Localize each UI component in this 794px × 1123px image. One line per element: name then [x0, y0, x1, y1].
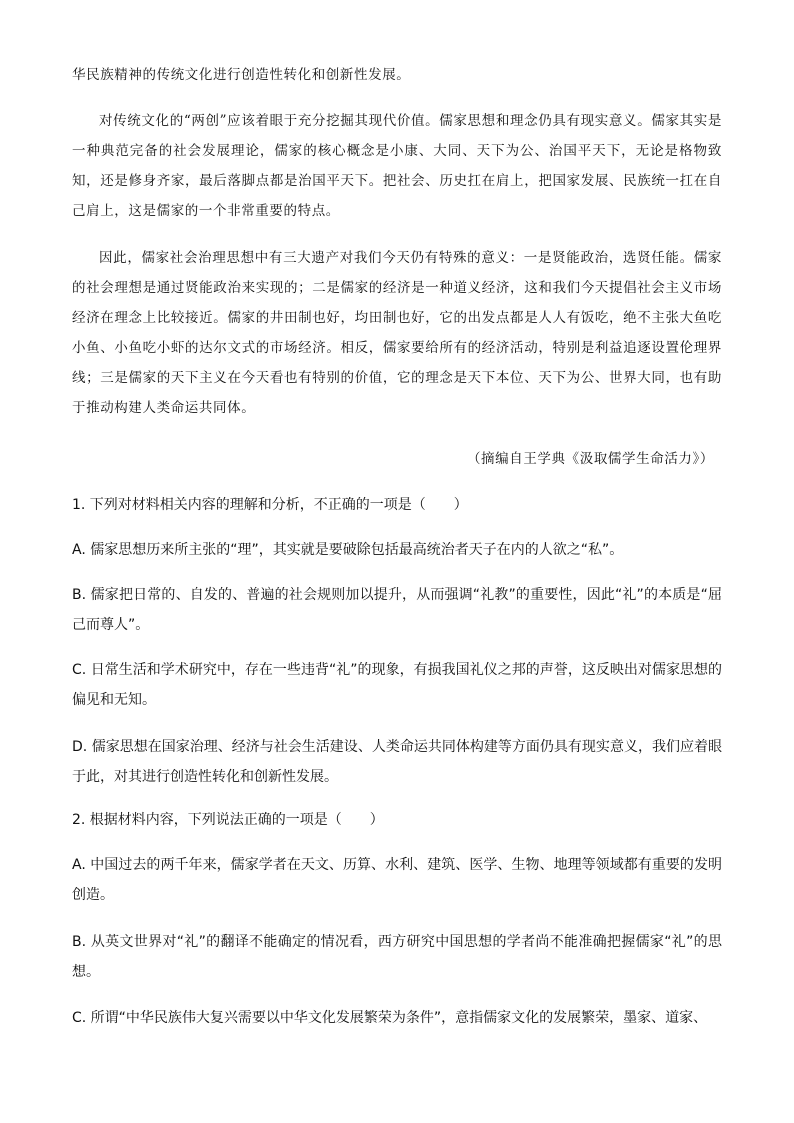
- question-2-stem: 2. 根据材料内容，下列说法正确的一项是（ ）: [72, 812, 384, 828]
- passage-paragraph-1: 华民族精神的传统文化进行创造性转化和创新性发展。: [72, 67, 411, 83]
- question-1-stem: 1. 下列对材料相关内容的理解和分析，不正确的一项是（ ）: [72, 497, 468, 513]
- passage-paragraph-2: 对传统文化的“两创”应该着眼于充分挖掘其现代价值。儒家思想和理念仍具有现实意义。儒家其实是一种典范完备的社会发展理论，儒家的核心概念是小康、大同、天下为公、治国平天下，无论是格物致知，还是修身齐家，最后落脚点都是治国平天下。把社会、历史扛在肩上，把国家发展、民族统一扛在自己肩上，这是儒家的一个非常重要的特点。: [72, 113, 722, 219]
- question-1-option-b: B. 儒家把日常的、自发的、普遍的社会规则加以提升，从而强调“礼教”的重要性，因此“礼”的本质是“屈己而尊人”。: [72, 587, 722, 633]
- passage-paragraph-3: 因此，儒家社会治理思想中有三大遗产对我们今天仍有特殊的意义：一是贤能政治，选贤任能。儒家的社会理想是通过贤能政治来实现的；二是儒家的经济是一种道义经济，这和我们今天提倡社会主义市场经济在理念上比较接近。儒家的井田制也好，均田制也好，它的出发点都是人人有饭吃，绝不主张大鱼吃小鱼、小鱼吃小虾的达尔文式的市场经济。相反，儒家要给所有的经济活动，特别是利益追逐设置伦理界线；三是儒家的天下主义在今天看也有特别的价值，它的理念是天下本位、天下为公、世界大同，也有助于推动构建人类命运共同体。: [72, 250, 722, 416]
- passage-source: （摘编自王学典《汲取儒学生命活力》）: [466, 451, 714, 467]
- question-2-option-c: C. 所谓“中华民族伟大复兴需要以中华文化发展繁荣为条件”，意指儒家文化的发展繁荣，墨家、道家、: [72, 1010, 708, 1026]
- question-2-option-a: A. 中国过去的两千年来，儒家学者在天文、历算、水利、建筑、医学、生物、地理等领域都有重要的发明创造。: [72, 857, 722, 903]
- question-2-option-b: B. 从英文世界对“礼”的翻译不能确定的情况看，西方研究中国思想的学者尚不能准确把握儒家“礼”的思想。: [72, 934, 722, 980]
- question-1-option-d: D. 儒家思想在国家治理、经济与社会生活建设、人类命运共同体构建等方面仍具有现实意义，我们应着眼于此，对其进行创造性转化和创新性发展。: [72, 739, 722, 785]
- question-1-option-c: C. 日常生活和学术研究中，存在一些违背“礼”的现象，有损我国礼仪之邦的声誉，这反映出对儒家思想的偏见和无知。: [72, 662, 722, 708]
- question-1-option-a: A. 儒家思想历来所主张的“理”，其实就是要破除包括最高统治者天子在内的人欲之“私”。: [72, 542, 624, 558]
